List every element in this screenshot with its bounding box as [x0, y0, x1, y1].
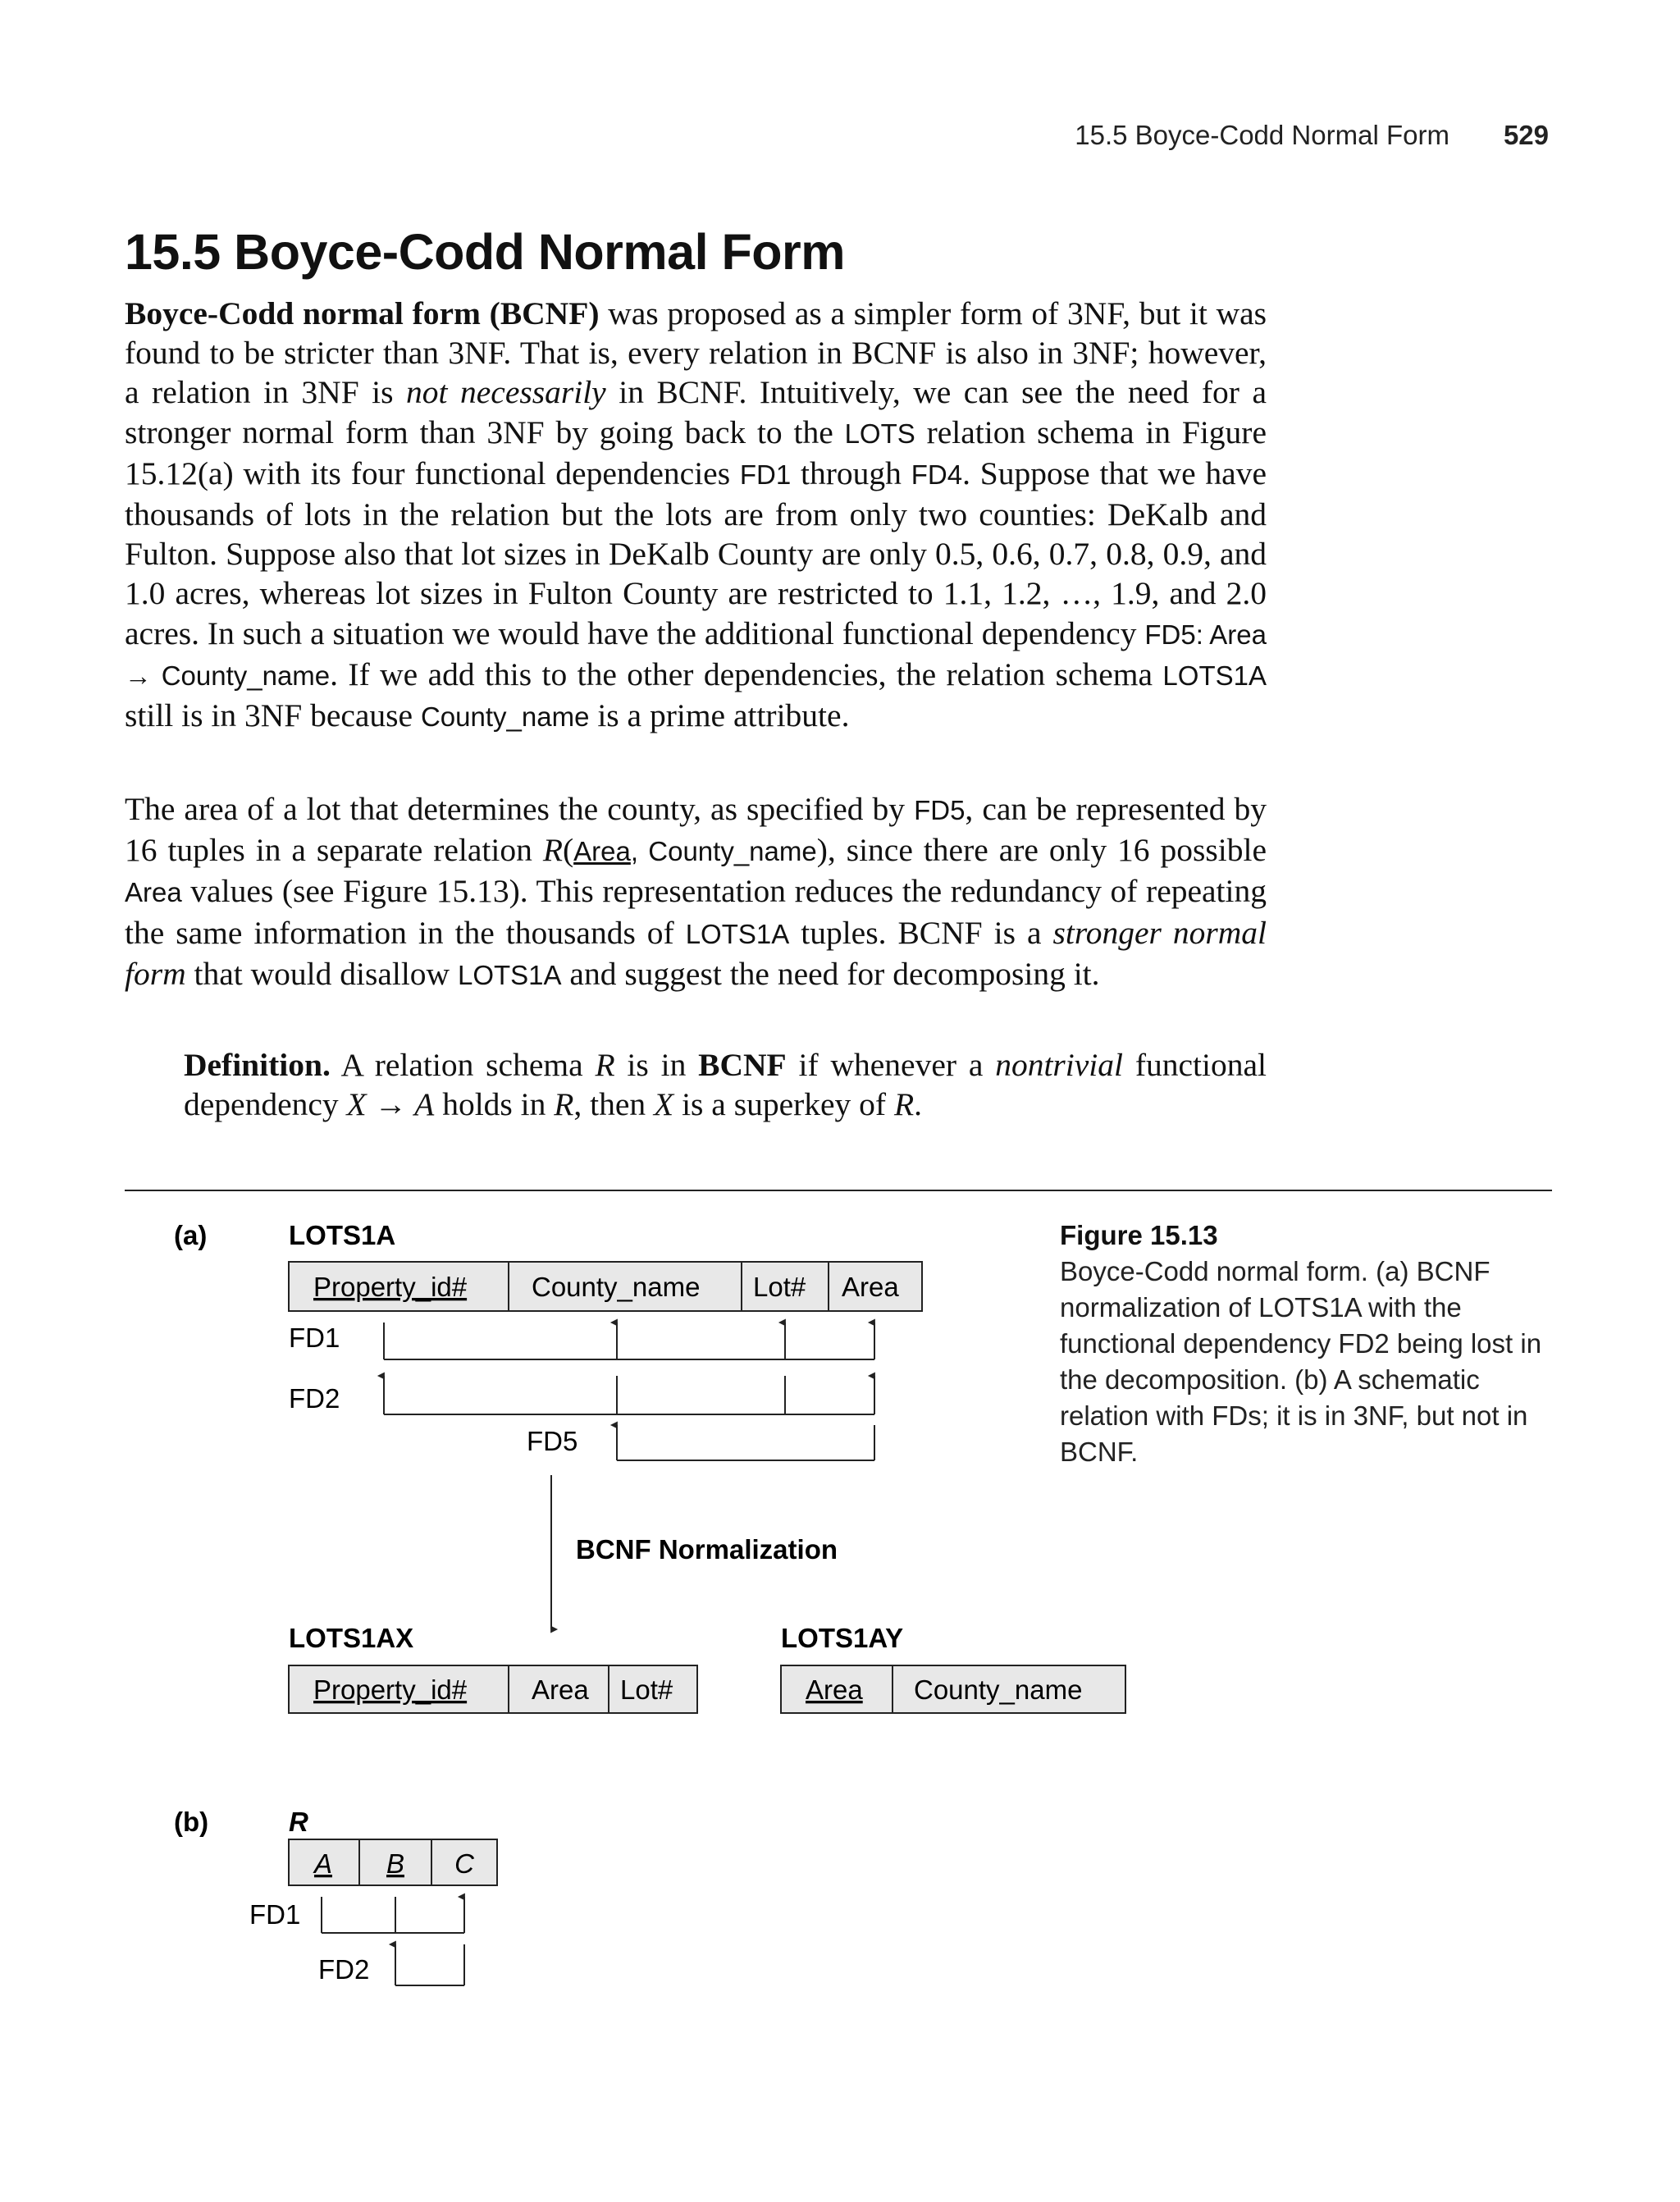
fd2-lines [384, 1376, 874, 1414]
code-term: Area [125, 877, 182, 908]
normalization-label: BCNF Normalization [576, 1534, 838, 1565]
lots1ax-name: LOTS1AX [289, 1623, 414, 1653]
text-run: functional dependency [184, 1047, 1267, 1123]
r-fd2-label: FD2 [318, 1954, 370, 1985]
attr-b: B [386, 1848, 405, 1879]
code-term: FD4 [911, 459, 963, 490]
fd-expression: X → A [346, 1086, 435, 1123]
attr-area: Area [842, 1272, 899, 1302]
emphasis: nontrivial [995, 1047, 1124, 1083]
attr-property-id: Property_id# [313, 1272, 468, 1302]
text-run: . If we add this to the other dependencies, the relation schema [330, 656, 1163, 692]
code-term: LOTS1A [1162, 660, 1267, 691]
code-term: FD5 [914, 795, 966, 825]
text-run: is a superkey of [673, 1086, 894, 1123]
code-term-key: Area [573, 836, 631, 867]
code-term: , [630, 836, 649, 867]
fd5-lines [617, 1425, 874, 1460]
emphasis: not necessarily [406, 374, 606, 411]
text-run: relation schema in Figure 15.12(a) with its four functional dependencies [125, 413, 1267, 491]
attr-area: Area [806, 1674, 863, 1705]
fd5-label: FD5 [527, 1426, 578, 1456]
relation-r-name: R [289, 1807, 308, 1837]
text-run: tuples. BCNF is a [789, 914, 1053, 951]
bcnf-abbr: BCNF [500, 295, 589, 331]
attr-lot-number: Lot# [753, 1272, 806, 1302]
var: R [554, 1086, 574, 1123]
code-term: County_name [648, 836, 817, 867]
text-run: is a prime attribute. [589, 697, 850, 734]
running-head-section: 15.5 Boyce-Codd Normal Form [1075, 120, 1449, 150]
var: X [654, 1086, 674, 1123]
r-fd1-label: FD1 [249, 1899, 301, 1930]
text-run: and suggest the need for decomposing it. [561, 955, 1100, 992]
attr-county-name: County_name [532, 1272, 701, 1302]
abbr-close: ) [588, 295, 600, 331]
code-term: LOTS1A [457, 959, 562, 990]
r-fd1-lines [322, 1897, 464, 1933]
fd2-label: FD2 [289, 1383, 340, 1414]
fd1-label: FD1 [289, 1323, 340, 1353]
bcnf-bold: BCNF [698, 1047, 787, 1083]
text-run: The area of a lot that determines the county, as specified by [125, 791, 915, 827]
page-number: 529 [1503, 120, 1549, 150]
text-run: in BCNF. Intuitively, we can see the need for a stronger normal form than 3NF by going back to the [125, 374, 1267, 450]
var: R [893, 1086, 915, 1123]
text-run: . [914, 1086, 922, 1123]
text-run: was proposed as a simpler form of 3NF, but it was found to be stricter than 3NF. That is, every relation in BCNF is also in 3NF; however, a relation in 3NF is [125, 295, 1267, 411]
text-run: values (see Figure 15.13). This representation reduces the redundancy of repeating the same information in the thousands of [125, 873, 1267, 951]
text-run: , then [573, 1086, 655, 1123]
abbr-open: ( [480, 295, 500, 331]
part-a-label: (a) [174, 1220, 208, 1250]
attr-property-id: Property_id# [313, 1674, 468, 1705]
code-term: LOTS1A [685, 918, 790, 949]
text-run: , can be represented by 16 tuples in a separate relation [125, 791, 1267, 869]
attr-a: A [313, 1848, 333, 1879]
text-run: that would disallow [185, 955, 458, 992]
text-run: still is in 3NF because [125, 697, 421, 734]
text-run: is in [614, 1047, 699, 1083]
section-title: 15.5 Boyce-Codd Normal Form [125, 224, 845, 280]
relation-r-table [289, 1839, 497, 1885]
lots1a-table [289, 1262, 922, 1311]
var: R [595, 1047, 615, 1083]
figure-label: Figure 15.13 [1060, 1220, 1218, 1250]
text-run: ( [562, 832, 574, 869]
attr-area: Area [532, 1674, 589, 1705]
part-b-label: (b) [174, 1807, 209, 1837]
lots1ay-table [781, 1665, 1125, 1713]
fd1-lines [384, 1323, 874, 1359]
relation-r: R [542, 832, 563, 869]
attr-c: C [454, 1848, 474, 1879]
bcnf-term: Boyce-Codd normal form [125, 295, 481, 331]
code-term: County_name [420, 701, 590, 733]
attr-county-name: County_name [914, 1674, 1083, 1705]
emphasis: stronger normal form [125, 914, 1267, 992]
code-term: FD1 [739, 459, 792, 490]
text-run: if whenever a [786, 1047, 996, 1083]
definition-label: Definition. [184, 1047, 331, 1083]
text-run: . Suppose that we have thousands of lots in the relation but the lots are from only two counties: DeKalb and Fulton. Suppose also that lot sizes in DeKalb County are only 0.5, 0.6, 0.7, 0.8, 0.9, and 1.0 acres, whereas lot sizes in Fulton County are restricted to 1.1, 1.2, …, 1.9, and 2.0 acres. In such a situation we would have the additional functional dependency [125, 455, 1267, 651]
text-run: ), since there are only 16 possible [816, 832, 1267, 869]
r-fd2-lines [395, 1944, 464, 1985]
text-run: through [791, 455, 911, 491]
lots1ax-table [289, 1665, 697, 1713]
attr-lot-number: Lot# [620, 1674, 673, 1705]
code-term: LOTS [844, 418, 915, 449]
code-term: FD5: Area → County_name [125, 619, 1267, 691]
text-run: A relation schema [330, 1047, 596, 1083]
text-run: holds in [434, 1086, 555, 1123]
lots1a-name: LOTS1A [289, 1220, 396, 1250]
lots1ay-name: LOTS1AY [781, 1623, 904, 1653]
caption-text: Boyce-Codd normal form. (a) BCNF normalization of LOTS1A with the functional dependency FD2 being lost in the decomposition. (b) A schematic relation with FDs; it is in 3NF, but not in BCNF. [1060, 1256, 1542, 1467]
